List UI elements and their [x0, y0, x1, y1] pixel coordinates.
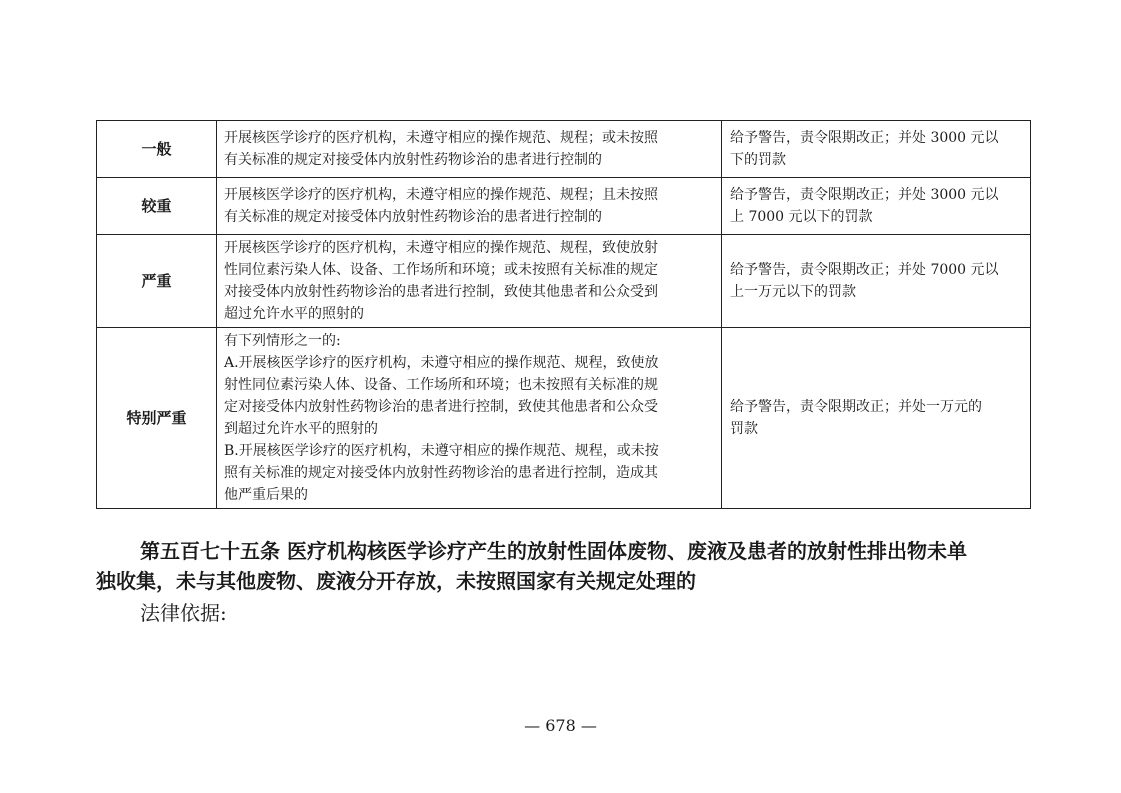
violation-condition [217, 235, 722, 328]
condition-line: 开展核医学诊疗的医疗机构，未遵守相应的操作规范、规程，致使放射 [224, 240, 658, 256]
penalty-line: 上 7000 元以下的罚款 [730, 209, 873, 225]
violation-condition [217, 121, 722, 178]
condition-line: 有关标准的规定对接受体内放射性药物诊治的患者进行控制的 [224, 209, 602, 225]
violation-condition [217, 328, 722, 509]
condition-line: 射性同位素污染人体、设备、工作场所和环境；也未按照有关标准的规 [224, 377, 658, 393]
severity-level: 特别严重 [97, 328, 217, 509]
article-heading-line: 第五百七十五条 医疗机构核医学诊疗产生的放射性固体废物、废液及患者的放射性排出物未单 [140, 539, 967, 563]
table-row [97, 328, 1031, 509]
condition-line: 性同位素污染人体、设备、工作场所和环境；或未按照有关标准的规定 [224, 262, 658, 278]
condition-line: 照有关标准的规定对接受体内放射性药物诊治的患者进行控制，造成其 [224, 465, 658, 481]
condition-line: 到超过允许水平的照射的 [224, 421, 378, 437]
legal-basis-label: 法律依据: [140, 601, 227, 625]
page-number: — 678 — [524, 716, 597, 735]
severity-level: 严重 [97, 235, 217, 328]
penalty-table [96, 120, 1031, 509]
condition-line: 开展核医学诊疗的医疗机构，未遵守相应的操作规范、规程；或未按照 [224, 130, 658, 146]
condition-line: 开展核医学诊疗的医疗机构，未遵守相应的操作规范、规程；且未按照 [224, 187, 658, 203]
article-heading-line: 独收集，未与其他废物、废液分开存放，未按照国家有关规定处理的 [96, 569, 696, 593]
penalty-line: 给予警告，责令限期改正；并处一万元的 [730, 399, 982, 415]
condition-line: 他严重后果的 [224, 487, 308, 503]
table-row [97, 235, 1031, 328]
penalty-line: 上一万元以下的罚款 [730, 284, 856, 300]
article-heading [96, 536, 1030, 596]
condition-line: 超过允许水平的照射的 [224, 306, 364, 322]
penalty-line: 给予警告，责令限期改正；并处 7000 元以 [730, 262, 999, 278]
table-row [97, 178, 1031, 235]
condition-line: 有关标准的规定对接受体内放射性药物诊治的患者进行控制的 [224, 152, 602, 168]
penalty-line: 罚款 [730, 421, 758, 437]
penalty-standard [722, 178, 1031, 235]
penalty-standard [722, 235, 1031, 328]
penalty-line: 下的罚款 [730, 152, 786, 168]
condition-line: B.开展核医学诊疗的医疗机构，未遵守相应的操作规范、规程，或未按 [224, 443, 659, 459]
penalty-standard [722, 121, 1031, 178]
violation-condition [217, 178, 722, 235]
condition-line: 有下列情形之一的: [224, 333, 341, 349]
penalty-line: 给予警告，责令限期改正；并处 3000 元以 [730, 130, 999, 146]
condition-line: 对接受体内放射性药物诊治的患者进行控制，致使其他患者和公众受到 [224, 284, 658, 300]
table-row [97, 121, 1031, 178]
condition-line: A.开展核医学诊疗的医疗机构，未遵守相应的操作规范、规程，致使放 [224, 355, 659, 371]
penalty-line: 给予警告，责令限期改正；并处 3000 元以 [730, 187, 999, 203]
condition-line: 定对接受体内放射性药物诊治的患者进行控制，致使其他患者和公众受 [224, 399, 658, 415]
severity-level: 较重 [97, 178, 217, 235]
severity-level: 一般 [97, 121, 217, 178]
penalty-standard [722, 328, 1031, 509]
